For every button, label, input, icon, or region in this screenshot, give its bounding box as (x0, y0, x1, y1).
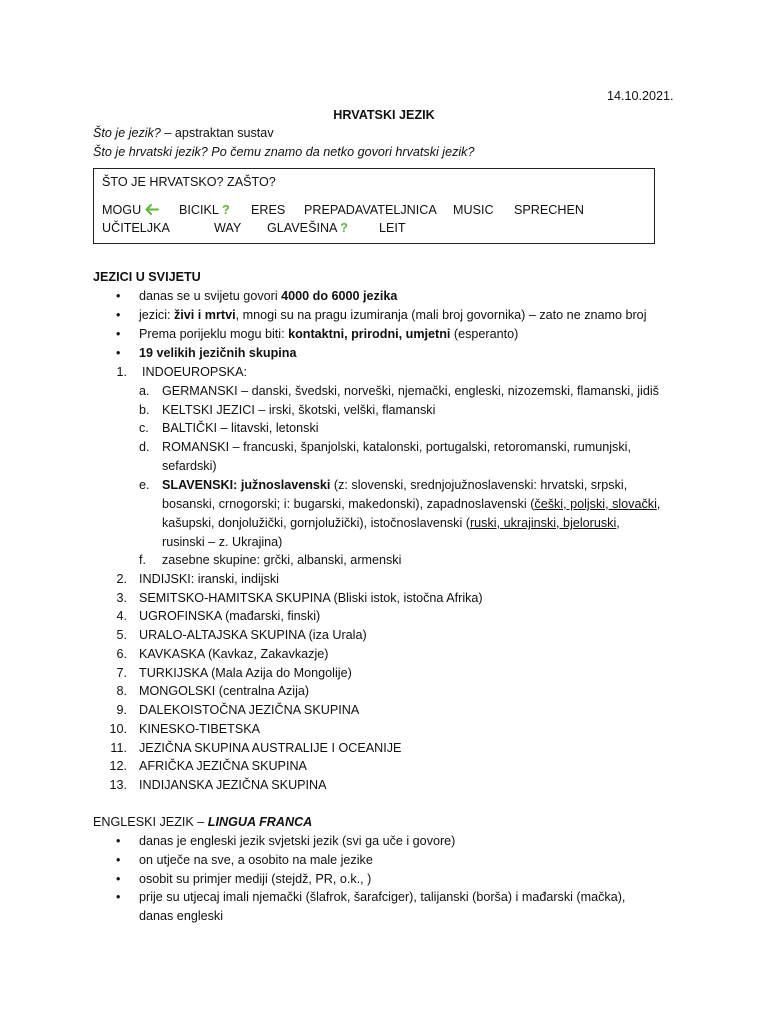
box-word-prepadavateljnica: PREPADAVATELJNICA (304, 203, 437, 217)
list-item: danas je engleski jezik svjetski jezik (svi ga uče i govore) (139, 834, 456, 848)
date: 14.10.2021. (607, 89, 674, 103)
list-number: 8. (116, 684, 127, 698)
question-1-italic: Što je jezik? (93, 126, 161, 140)
bullet-mark: • (116, 346, 121, 360)
list-letter: d. (139, 440, 150, 454)
question-mark: ? (340, 221, 348, 235)
list-item: KINESKO-TIBETSKA (139, 722, 261, 736)
list-number: 5. (116, 628, 127, 642)
box-header: ŠTO JE HRVATSKO? ZAŠTO? (102, 175, 276, 189)
list-number: 11. (110, 741, 127, 755)
list-item: JEZIČNA SKUPINA AUSTRALIJE I OCEANIJE (139, 741, 402, 755)
list-item-continuation: kašupski, donjolužički, gornjolužički), istočnoslavenski (ruski, ukrajinski, bjeloruski, (162, 516, 620, 530)
list-item: on utječe na sve, a osobito na male jezike (139, 853, 373, 867)
bullet-mark: • (116, 853, 121, 867)
bullet-mark: • (116, 834, 121, 848)
list-item-continuation: danas engleski (139, 909, 224, 923)
section-heading-engleski: ENGLESKI JEZIK – LINGUA FRANCA (93, 815, 313, 829)
list-item: INDIJANSKA JEZIČNA SKUPINA (139, 778, 327, 792)
list-letter: c. (139, 421, 149, 435)
list-letter: f. (139, 553, 146, 567)
bullet-mark: • (116, 289, 121, 303)
list-item: MONGOLSKI (centralna Azija) (139, 684, 310, 698)
bullet-mark: • (116, 308, 121, 322)
list-item: osobit su primjer mediji (stejdž, PR, o.k., ) (139, 872, 372, 886)
list-number: 10. (109, 722, 127, 736)
box-word-sprechen: SPRECHEN (514, 203, 584, 217)
list-item: prije su utjecaj imali njemački (šlafrok, šarafciger), talijanski (borša) i mađarski (mačka), (139, 890, 626, 904)
list-item: SEMITSKO-HAMITSKA SKUPINA (Bliski istok, istočna Afrika) (139, 591, 483, 605)
list-item: danas se u svijetu govori 4000 do 6000 jezika (139, 289, 398, 303)
list-item: DALEKOISTOČNA JEZIČNA SKUPINA (139, 703, 360, 717)
question-2: Što je hrvatski jezik? Po čemu znamo da netko govori hrvatski jezik? (93, 145, 475, 159)
list-item: URALO-ALTAJSKA SKUPINA (iza Urala) (139, 628, 367, 642)
examples-box (93, 168, 655, 244)
box-word-uciteljka: UČITELJKA (102, 221, 170, 235)
box-word-music: MUSIC (453, 203, 494, 217)
list-letter: b. (139, 403, 150, 417)
list-item: Prema porijeklu mogu biti: kontaktni, prirodni, umjetni (esperanto) (139, 327, 519, 341)
list-item: TURKIJSKA (Mala Azija do Mongolije) (139, 666, 352, 680)
question-1 (93, 126, 274, 140)
list-item-continuation: bosanski, crnogorski; i: bugarski, makedonski), zapadnoslavenski (češki, poljski, slovački, (162, 497, 661, 511)
list-item: INDOEUROPSKA: (142, 365, 247, 379)
box-word-glavesina: GLAVEŠINA ? (267, 221, 348, 235)
bullet-mark: • (116, 890, 121, 904)
list-number: 2. (116, 572, 127, 586)
question-1-rest: – apstraktan sustav (160, 126, 274, 140)
list-item: zasebne skupine: grčki, albanski, armenski (162, 553, 402, 567)
box-word-way: WAY (214, 221, 242, 235)
list-item: SLAVENSKI: južnoslavenski (z: slovenski, srednjojužnoslavenski: hrvatski, srpski, (162, 478, 628, 492)
list-item: BALTIČKI – litavski, letonski (162, 421, 319, 435)
list-item: AFRIČKA JEZIČNA SKUPINA (139, 759, 307, 773)
list-item: UGROFINSKA (mađarski, finski) (139, 609, 321, 623)
list-item: KAVKASKA (Kavkaz, Zakavkazje) (139, 647, 329, 661)
list-number: 7. (116, 666, 127, 680)
left-arrow-icon (145, 203, 159, 217)
bullet-mark: • (116, 327, 121, 341)
box-word-bicikl: BICIKL ? (179, 203, 230, 217)
box-word-mogu: MOGU (102, 203, 159, 217)
list-number: 12. (109, 759, 127, 773)
list-number: 1. (116, 365, 127, 379)
list-item: ROMANSKI – francuski, španjolski, katalonski, portugalski, retoromanski, rumunjski, (162, 440, 631, 454)
list-item-continuation: rusinski – z. Ukrajina) (162, 535, 283, 549)
section-heading-jezici: JEZICI U SVIJETU (93, 270, 201, 284)
list-number: 6. (116, 647, 127, 661)
list-item: KELTSKI JEZICI – irski, škotski, velški, flamanski (162, 403, 436, 417)
list-item: INDIJSKI: iranski, indijski (139, 572, 279, 586)
list-item: GERMANSKI – danski, švedski, norveški, njemački, engleski, nizozemski, flamanski, jidiš (162, 384, 659, 398)
list-letter: a. (139, 384, 150, 398)
list-letter: e. (139, 478, 150, 492)
list-number: 9. (116, 703, 127, 717)
list-item: jezici: živi i mrtvi, mnogi su na pragu izumiranja (mali broj govornika) – zato ne znamo broj (139, 308, 647, 322)
list-number: 3. (116, 591, 127, 605)
bullet-mark: • (116, 872, 121, 886)
question-mark: ? (221, 203, 230, 217)
box-word-leit: LEIT (379, 221, 406, 235)
list-item-continuation: sefardski) (162, 459, 217, 473)
box-word-eres: ERES (251, 203, 286, 217)
list-number: 4. (116, 609, 127, 623)
page-title: HRVATSKI JEZIK (333, 108, 435, 122)
list-number: 13. (109, 778, 127, 792)
list-item: 19 velikih jezičnih skupina (139, 346, 297, 360)
